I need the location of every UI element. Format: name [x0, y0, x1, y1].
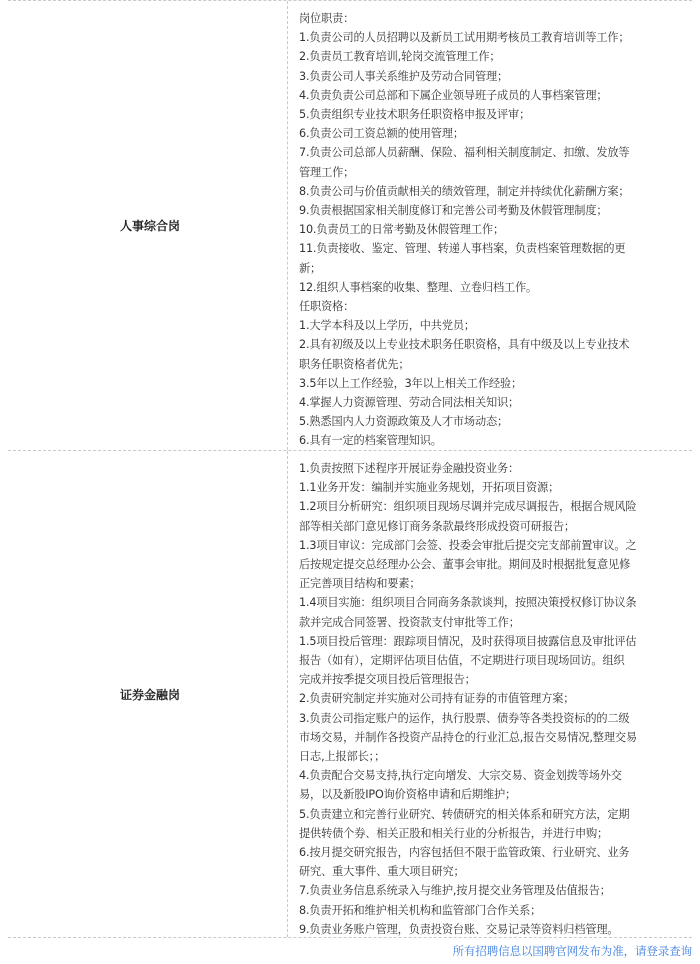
description-line: 8.负责公司与价值贡献相关的绩效管理，制定并持续优化薪酬方案； [299, 184, 630, 198]
description-line: 9.负责业务账户管理，负责投资台账、交易记录等资料归档管理。 [299, 922, 619, 936]
description-line: 3.5年以上工作经验，3年以上相关工作经验； [299, 376, 522, 390]
description-line: 4.负责配合交易支持,执行定向增发、大宗交易、资金划拨等场外交 [299, 769, 622, 783]
description-line: 管理工作； [299, 165, 355, 179]
description-line: 报告（如有），定期评估项目估值，不定期进行项目现场回访。组织 [299, 654, 625, 668]
description-line: 部等相关部门意见修订商务条款最终形成投资可研报告； [299, 519, 575, 533]
description-line: 4.负责负责公司总部和下属企业领导班子成员的人事档案管理； [299, 88, 608, 102]
position-description [288, 1, 692, 450]
position-description [288, 451, 692, 937]
description-line: 1.1业务开发：编制并实施业务规划，开拓项目资源； [299, 481, 560, 495]
position-name: 证券金融岗 [8, 451, 288, 937]
description-line: 职务任职资格者优先； [299, 357, 410, 371]
description-line: 6.按月提交研究报告，内容包括但不限于监管政策、行业研究、业务 [299, 846, 630, 860]
description-line: 5.熟悉国内人力资源政策及人才市场动态； [299, 415, 509, 429]
description-line: 8.负责开拓和维护相关机构和监管部门合作关系； [299, 903, 542, 917]
description-line: 2.负责研究制定并实施对公司持有证券的市值管理方案； [299, 692, 575, 706]
description-line: 完成并按季提交项目投后管理报告； [299, 673, 476, 687]
description-line: 1.5项目投后管理：跟踪项目情况，及时获得项目披露信息及审批评估 [299, 634, 637, 648]
description-line: 任职资格： [299, 300, 355, 314]
description-line: 易，以及新股IPO询价资格申请和后期维护； [299, 788, 517, 802]
position-name: 人事综合岗 [8, 1, 288, 450]
description-line: 研究、重大事件、重大项目研究； [299, 865, 465, 879]
description-line: 日志,上报部长；； [299, 750, 386, 764]
description-line: 正完善项目结构和要素； [299, 577, 421, 591]
description-line: 1.3项目审议：完成部门会签、投委会审批后提交完支部前置审议。之 [299, 538, 637, 552]
description-line: 7.负责业务信息系统录入与维护,按月提交业务管理及估值报告； [299, 884, 611, 898]
description-line: 岗位职责： [299, 12, 355, 25]
description-line: 1.负责按照下述程序开展证券金融投资业务： [299, 462, 520, 475]
description-line: 3.负责公司指定账户的运作，执行股票、债券等各类投资标的的二级 [299, 711, 630, 725]
job-row-securities [8, 450, 692, 938]
description-line: 1.4项目实施：组织项目合同商务条款谈判，按照决策授权修订协议条 [299, 596, 637, 610]
description-line: 1.负责公司的人员招聘以及新员工试用期考核员工教育培训等工作； [299, 31, 630, 45]
description-line: 市场交易，并制作各投资产品持仓的行业汇总,报告交易情况,整理交易 [299, 730, 637, 744]
footer-notice-link[interactable]: 所有招聘信息以国聘官网发布为准，请登录查询 [452, 944, 692, 958]
description-line: 3.负责公司人事关系维护及劳动合同管理； [299, 69, 509, 83]
description-line: 5.负责建立和完善行业研究、转债研究的相关体系和研究方法，定期 [299, 807, 630, 821]
description-line: 2.负责员工教育培训,轮岗交流管理工作； [299, 50, 501, 64]
description-line: 10.负责员工的日常考勤及休假管理工作； [299, 223, 504, 237]
description-line: 1.大学本科及以上学历，中共党员； [299, 319, 475, 333]
description-line: 5.负责组织专业技术职务任职资格申报及评审； [299, 108, 531, 122]
description-line: 4.掌握人力资源管理、劳动合同法相关知识； [299, 396, 520, 410]
description-line: 款并完成合同签署、投资款支付审批等工作； [299, 615, 520, 629]
description-line: 7.负责公司总部人员薪酬、保险、福利相关制度制定、扣缴、发放等 [299, 146, 630, 160]
description-line: 6.负责公司工资总额的使用管理； [299, 127, 464, 141]
job-table [8, 0, 692, 938]
description-line: 新； [299, 261, 322, 275]
description-line: 12.组织人事档案的收集、整理、立卷归档工作。 [299, 280, 538, 294]
description-line: 后按规定提交总经理办公会、董事会审批。期间及时根据批复意见修 [299, 558, 631, 572]
job-row-hr [8, 0, 692, 450]
description-line: 6.具有一定的档案管理知识。 [299, 434, 442, 448]
description-line: 1.2项目分析研究：组织项目现场尽调并完成尽调报告，根据合规风险 [299, 500, 637, 514]
description-line: 11.负责接收、鉴定、管理、转递人事档案，负责档案管理数据的更 [299, 242, 626, 256]
description-line: 提供转债个券、相关正股和相关行业的分析报告，并进行申购； [299, 826, 609, 840]
description-line: 9.负责根据国家相关制度修订和完善公司考勤及休假管理制度； [299, 204, 608, 218]
description-line: 2.具有初级及以上专业技术职务任职资格，具有中级及以上专业技术 [299, 338, 630, 352]
